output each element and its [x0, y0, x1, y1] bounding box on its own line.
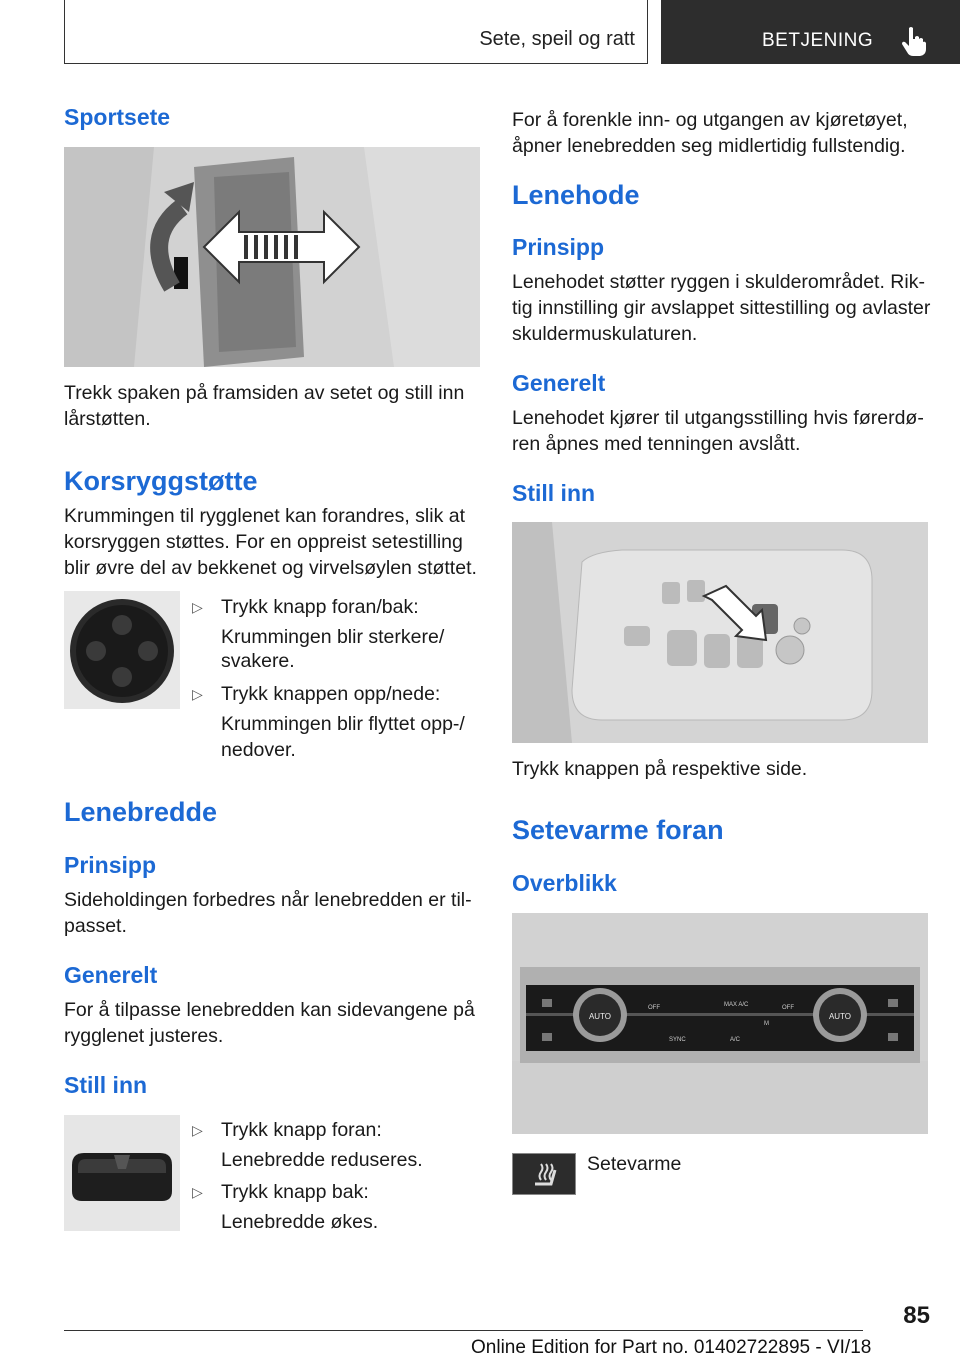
lenehode-seat-controls-image: [512, 522, 928, 743]
lumbar-button-illustration: [64, 591, 180, 709]
header-section-box: [64, 0, 648, 64]
lenehode-prinsipp-text-1: Lenehodet støtter ryggen i skulderområdet. Rik-: [512, 271, 925, 293]
korsrygg-text-2: korsryggen støttes. For en oppreist setestilling: [64, 531, 463, 553]
korsrygg-button-image: [64, 591, 180, 709]
bullet-triangle-icon: ▷: [192, 599, 203, 615]
svg-text:SYNC: SYNC: [669, 1037, 686, 1043]
lenehode-prinsipp-text-3: skuldermuskulaturen.: [512, 323, 698, 345]
korsrygg-bullet-2-text-b: nedover.: [221, 739, 296, 761]
korsrygg-bullet-1-text-b: svakere.: [221, 650, 295, 672]
footer-divider: [64, 1330, 863, 1331]
korsrygg-bullet-1-text-a: Krummingen blir sterkere/: [221, 626, 445, 648]
lenebredde-generelt-text-1: For å tilpasse lenebredden kan sidevangene på: [64, 999, 475, 1021]
side-bolster-button-illustration: [64, 1115, 180, 1231]
subheading-prinsipp: Prinsipp: [64, 852, 157, 878]
sportsete-caption-line-2: lårstøtten.: [64, 408, 151, 430]
climate-panel-image: [512, 913, 928, 1134]
svg-text:A/C: A/C: [730, 1037, 741, 1043]
bullet-triangle-icon: ▷: [192, 686, 203, 702]
svg-text:MAX A/C: MAX A/C: [724, 1002, 749, 1008]
pointing-hand-icon: [901, 26, 927, 56]
lenehode-prinsipp-text-2: tig innstilling gir avslappet sittestilling og avlaster: [512, 297, 931, 319]
lenehode-generelt-text-1: Lenehodet kjører til utgangsstilling hvis førerdø-: [512, 407, 924, 429]
subheading-generelt: Generelt: [64, 962, 158, 988]
heading-lenehode: Lenehode: [512, 180, 640, 210]
korsrygg-bullet-1: Trykk knapp foran/bak:: [221, 596, 419, 618]
svg-text:AUTO: AUTO: [588, 1012, 612, 1021]
header-chapter-title: BETJENING: [762, 30, 874, 51]
korsrygg-bullet-2-text-a: Krummingen blir flyttet opp-/: [221, 713, 465, 735]
heading-lenebredde: Lenebredde: [64, 797, 218, 827]
heading-setevarme-foran: Setevarme foran: [512, 815, 724, 845]
seat-control-panel-illustration: [512, 522, 928, 743]
korsrygg-bullet-2: Trykk knappen opp/nede:: [221, 683, 441, 705]
lenebredde-button-image: [64, 1115, 180, 1231]
svg-text:OFF: OFF: [648, 1005, 660, 1011]
heading-korsryggstotte: Korsryggstøtte: [64, 466, 258, 496]
seat-heating-label: Setevarme: [587, 1153, 682, 1175]
seat-heating-symbol: [513, 1154, 575, 1194]
page-number: 85: [903, 1302, 930, 1329]
lenebredde-bullet-2: Trykk knapp bak:: [221, 1181, 369, 1203]
korsrygg-text-3: blir øvre del av bekkenet og virvelsøylen støttet.: [64, 557, 477, 579]
bullet-triangle-icon: ▷: [192, 1122, 203, 1138]
lenehode-caption: Trykk knappen på respektive side.: [512, 758, 808, 780]
lenebredde-prinsipp-text-2: passet.: [64, 915, 127, 937]
lenebredde-generelt-text-2: rygglenet justeres.: [64, 1025, 224, 1047]
bullet-triangle-icon: ▷: [192, 1184, 203, 1200]
korsrygg-text-1: Krummingen til rygglenet kan forandres, slik at: [64, 505, 466, 527]
seat-heating-icon: [512, 1153, 576, 1195]
subheading-still-inn: Still inn: [512, 480, 596, 506]
lenebredde-prinsipp-text-1: Sideholdingen forbedres når lenebredden er til-: [64, 889, 472, 911]
subheading-generelt: Generelt: [512, 370, 606, 396]
header-section-title: Sete, speil og ratt: [479, 28, 635, 50]
footer-edition: Online Edition for Part no. 01402722895 - VI/18: [471, 1337, 872, 1358]
header-chapter-box: [661, 0, 960, 64]
subheading-prinsipp: Prinsipp: [512, 234, 605, 260]
heading-sportsete: Sportsete: [64, 104, 171, 130]
climate-control-illustration: [512, 913, 928, 1134]
svg-text:OFF: OFF: [782, 1005, 794, 1011]
subheading-still-inn: Still inn: [64, 1072, 148, 1098]
svg-text:M: M: [764, 1021, 769, 1027]
lenebredde-bullet-2-text: Lenebredde økes.: [221, 1211, 379, 1233]
sportsete-caption-line-1: Trekk spaken på framsiden av setet og still inn: [64, 382, 465, 404]
sportsete-image: [64, 147, 480, 367]
subheading-overblikk: Overblikk: [512, 870, 617, 896]
svg-text:AUTO: AUTO: [828, 1012, 852, 1021]
intro-text-1: For å forenkle inn- og utgangen av kjøretøyet,: [512, 109, 908, 131]
lenebredde-bullet-1: Trykk knapp foran:: [221, 1119, 382, 1141]
lenebredde-bullet-1-text: Lenebredde reduseres.: [221, 1149, 423, 1171]
intro-text-2: åpner lenebredden seg midlertidig fullstendig.: [512, 135, 906, 157]
lenehode-generelt-text-2: ren åpnes med tenningen avslått.: [512, 433, 801, 455]
sportsete-illustration: [64, 147, 480, 367]
